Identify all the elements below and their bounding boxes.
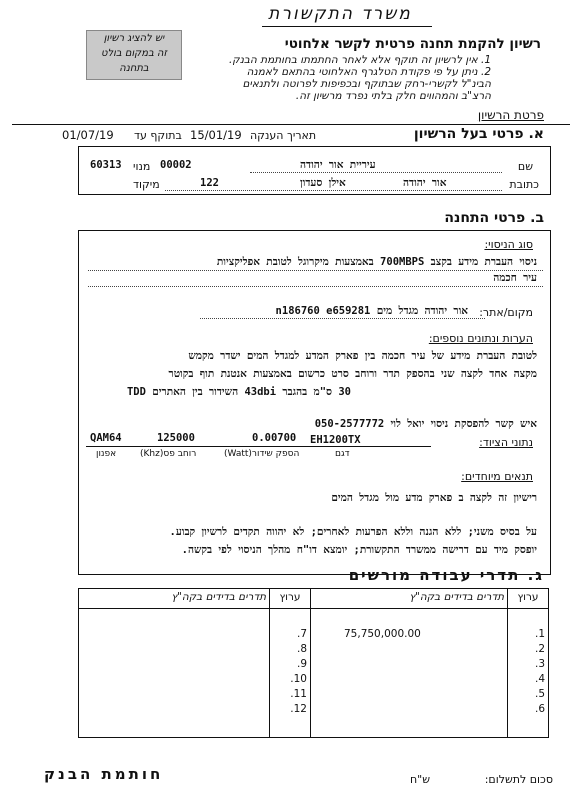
col-freq-left: תדרים בדידים בקה"ץ: [79, 589, 270, 609]
freqs-right: [311, 609, 508, 738]
equipment-header-modulation: אפנון: [96, 449, 117, 459]
equipment-header-model: דגם: [335, 449, 350, 459]
location-label: מקום/אתר:: [479, 306, 533, 319]
note-3: הבינ"ל לקשרי-רחק שבתוקף ובכפיפות לפרוטה ולתנאים: [242, 78, 491, 90]
trial-dotline-2: [88, 286, 543, 287]
address-city: אור יהודה: [403, 177, 447, 189]
freq-1: 75,750,000.00: [344, 628, 421, 640]
equipment-bandwidth: 125000: [157, 432, 195, 444]
license-details-heading: פרטת הרשיון: [477, 108, 544, 122]
name-dotline: [250, 172, 502, 173]
location-dotline: [200, 318, 485, 319]
channels-right: [508, 609, 549, 738]
freqs-left: [79, 609, 270, 738]
special-line-3: יופסק מיד עם דרישה ממשרד התקשורת; יומצא דו"ח מהלך הניסוי לפי בקשה.: [181, 544, 537, 556]
payment-label: סכום לתשלום:: [484, 773, 553, 786]
equipment-model: EH1200TX: [310, 434, 361, 446]
channel-11: 11.: [290, 688, 307, 700]
note-4: הרצ"ב והמהווים חלק בלתי נפרד מרשיון זה.: [295, 90, 491, 102]
license-title: רשיון להקמת תחנה פרטית לקשר אלחוטי: [284, 36, 541, 52]
section-b-title: ב. פרטי התחנה: [444, 210, 544, 226]
channel-12: 12.: [290, 703, 307, 715]
col-channel-left: ערוץ: [270, 589, 311, 609]
station-details-box: [78, 230, 551, 575]
equipment-modulation: QAM64: [90, 432, 122, 444]
special-line-2: על בסיס משני; ללא הגנה וללא הפרעות לאחרים; לא יהווה תקדים לרשיון קבוע.: [169, 526, 537, 538]
address-number: 122: [200, 177, 219, 189]
name-label: שם: [517, 160, 533, 173]
col-freq-right: תדרים בדידים בקה"ץ: [311, 589, 508, 609]
channel-7: 7.: [296, 628, 307, 640]
holder-number: 00002: [160, 159, 192, 171]
address-label: כתובת: [509, 178, 539, 191]
display-notice-line-1: יש להציג רשיון: [103, 33, 165, 44]
remarks-line-3: 30 ס"מ בהגבר 43dbi השידור בין האתרים TDD: [126, 386, 351, 398]
customer-label: מנוי: [133, 160, 151, 173]
equipment-label: נתוני הציוד:: [479, 436, 533, 449]
zip-label: מיקוד: [133, 178, 160, 191]
valid-until-label: בתוקף עד: [134, 129, 182, 142]
equipment-underline: [86, 446, 431, 447]
equipment-header-bandwidth: רוחב פס(Khz): [140, 449, 197, 459]
display-notice-box: [86, 30, 182, 80]
display-notice-line-3: בתחנה: [119, 63, 149, 74]
address-dotline: [165, 190, 502, 191]
remarks-line-2: מקצה אחד לקצה שני בהספק תדר ורוחב סרט כרשום באמצעות אנטנת תוף בקוטר: [168, 368, 537, 380]
trial-type-line-1: ניסוי העברת מידע בקצב 700MBPS באמצעות מיקרוגל לטובת אפליקציות: [216, 256, 537, 268]
channel-1: 1.: [534, 628, 545, 640]
name-value: עיריית אור יהודה: [300, 159, 376, 171]
channel-6: 6.: [534, 703, 545, 715]
note-1: 1. אין לרשיון זה תוקף אלא לאחר החתמתו בחותמת הבנק.: [228, 54, 491, 66]
note-2: 2. ניתן על פי פקודת הטלגרף האלחוטי בהתאם לאמנה: [246, 66, 491, 78]
display-notice-line-2: זה במקום בולט: [100, 48, 168, 59]
remarks-label: הערות ונתונים נוספים:: [428, 332, 533, 345]
trial-type-label: סוג הניסוי:: [484, 238, 533, 251]
grant-date-value: 15/01/19: [190, 128, 242, 142]
channel-5: 5.: [534, 688, 545, 700]
channel-10: 10.: [290, 673, 307, 685]
col-channel-right: ערוץ: [508, 589, 549, 609]
channels-left: [270, 609, 311, 738]
address-street: אילן סעדון: [300, 177, 346, 189]
equipment-header-power: הספק שידור(Watt): [224, 449, 300, 459]
grant-date-label: תאריך הענקה: [250, 129, 317, 142]
location-value: אור יהודה מגדל מים n186760 e659281: [275, 305, 468, 317]
bank-stamp-label: חותמת הבנק: [44, 765, 164, 783]
ministry-title: משרד התקשורת: [268, 4, 412, 24]
customer-number: 60313: [90, 159, 122, 171]
currency-label: ש"ח: [410, 773, 431, 786]
special-line-1: רישיון זה לקצה ב פארק מדע מול מגדל המים: [331, 492, 537, 504]
remarks-line-1: לטובת העברת מידע של עיר חכמה בין פארק המדע למגדל המים ישדר מקמש: [188, 350, 537, 362]
ministry-underline: [262, 26, 432, 27]
channel-9: 9.: [296, 658, 307, 670]
channel-4: 4.: [534, 673, 545, 685]
trial-dotline-1: [88, 270, 543, 271]
frequencies-table: [78, 588, 549, 738]
channel-8: 8.: [296, 643, 307, 655]
trial-type-line-2: עיר חכמה: [493, 272, 537, 284]
contact-line: איש קשר להפסקת ניסוי יואל לוי 050-2577772: [314, 418, 537, 430]
channel-2: 2.: [534, 643, 545, 655]
equipment-power: 0.00700: [252, 432, 297, 444]
section-c-title: ג. תדרי עבודה מורשים: [348, 566, 544, 584]
channel-3: 3.: [534, 658, 545, 670]
special-conditions-label: תנאים מיוחדים:: [461, 470, 533, 483]
valid-until-value: 01/07/19: [62, 128, 114, 142]
section-a-title: א. פרטי בעל הרשיון: [413, 126, 544, 142]
divider-top: [12, 124, 570, 125]
